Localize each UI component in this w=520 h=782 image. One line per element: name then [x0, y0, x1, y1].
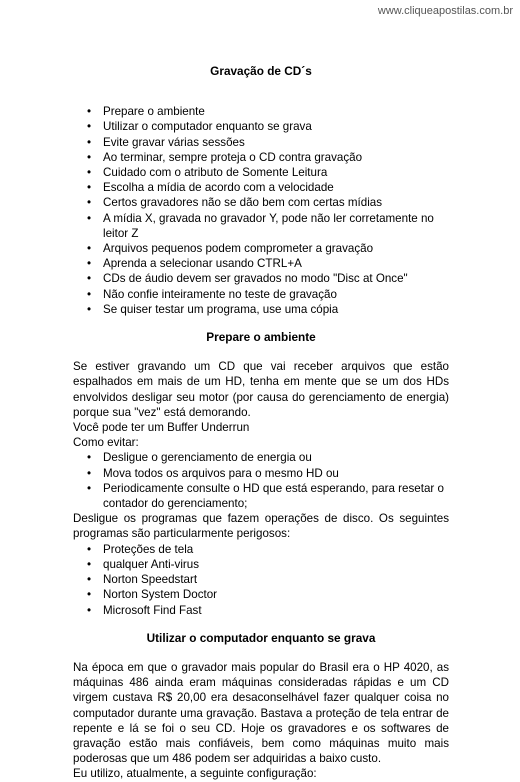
- program-item: • Proteções de tela: [103, 542, 449, 557]
- site-url: www.cliqueapostilas.com.br: [377, 5, 513, 17]
- program-item: • Norton System Doctor: [103, 587, 449, 602]
- dangerous-programs-list: [73, 542, 449, 618]
- topic-item: • A mídia X, gravada no gravador Y, pode não ler corretamente no leitor Z: [103, 211, 449, 241]
- topics-list: [73, 104, 449, 317]
- avoid-item: • Periodicamente consulte o HD que está esperando, para resetar o contador do gerenciamento;: [103, 481, 449, 511]
- section-paragraph: Na época em que o gravador mais popular do Brasil era o HP 4020, as máquinas 486 ainda eram máquinas consideradas rápidas e um CD virgem custava R$ 20,00 era desaconselhável fazer qualquer coisa no computador durante uma gravação. Bastava a proteção de tela entrar de repente e lá se foi o seu CD. Hoje os gravadores e os softwares de gravação estão mais confiáveis, bem como máquinas muito mais poderosas que um 486 podem ser adquiridas a baixo custo.: [73, 660, 449, 766]
- section-line: Eu utilizo, atualmente, a seguinte configuração:: [73, 767, 317, 781]
- section-paragraph: Desligue os programas que fazem operações de disco. Os seguintes programas são particularmente perigosos:: [73, 512, 449, 541]
- topic-item: • Certos gravadores não se dão bem com certas mídias: [103, 195, 449, 210]
- topic-item: • Arquivos pequenos podem comprometer a gravação: [103, 241, 449, 256]
- program-item: • Microsoft Find Fast: [103, 603, 449, 618]
- topic-item: • Se quiser testar um programa, use uma cópia: [103, 302, 449, 317]
- topic-item: • CDs de áudio devem ser gravados no modo "Disc at Once": [103, 271, 449, 286]
- topic-item: • Cuidado com o atributo de Somente Leitura: [103, 165, 449, 180]
- avoid-item: • Mova todos os arquivos para o mesmo HD ou: [103, 466, 449, 481]
- program-item: • qualquer Anti-virus: [103, 557, 449, 572]
- topic-item: • Utilizar o computador enquanto se grava: [103, 119, 449, 134]
- topic-item: • Escolha a mídia de acordo com a velocidade: [103, 180, 449, 195]
- document-title: Gravação de CD´s: [210, 64, 312, 78]
- topic-item: • Aprenda a selecionar usando CTRL+A: [103, 256, 449, 271]
- avoid-item: • Desligue o gerenciamento de energia ou: [103, 450, 449, 465]
- topic-item: • Prepare o ambiente: [103, 104, 449, 119]
- document-body: [73, 64, 449, 782]
- section-heading-prepare: Prepare o ambiente: [206, 330, 316, 345]
- section-paragraph: Se estiver gravando um CD que vai receber arquivos que estão espalhados em mais de um HD, tenha em mente que se um dos HDs envolvidos desligar seu motor (por causa do gerenciamento de energia) porque sua "vez" está demorando.: [73, 360, 449, 419]
- avoid-list: [73, 450, 449, 511]
- program-item: • Norton Speedstart: [103, 572, 449, 587]
- topic-item: • Evite gravar várias sessões: [103, 135, 449, 150]
- section-line: Você pode ter um Buffer Underrun: [73, 421, 250, 435]
- topic-item: • Não confie inteiramente no teste de gravação: [103, 287, 449, 302]
- section-line: Como evitar:: [73, 436, 139, 450]
- topic-item: • Ao terminar, sempre proteja o CD contra gravação: [103, 150, 449, 165]
- section-heading-use-computer: Utilizar o computador enquanto se grava: [146, 630, 376, 645]
